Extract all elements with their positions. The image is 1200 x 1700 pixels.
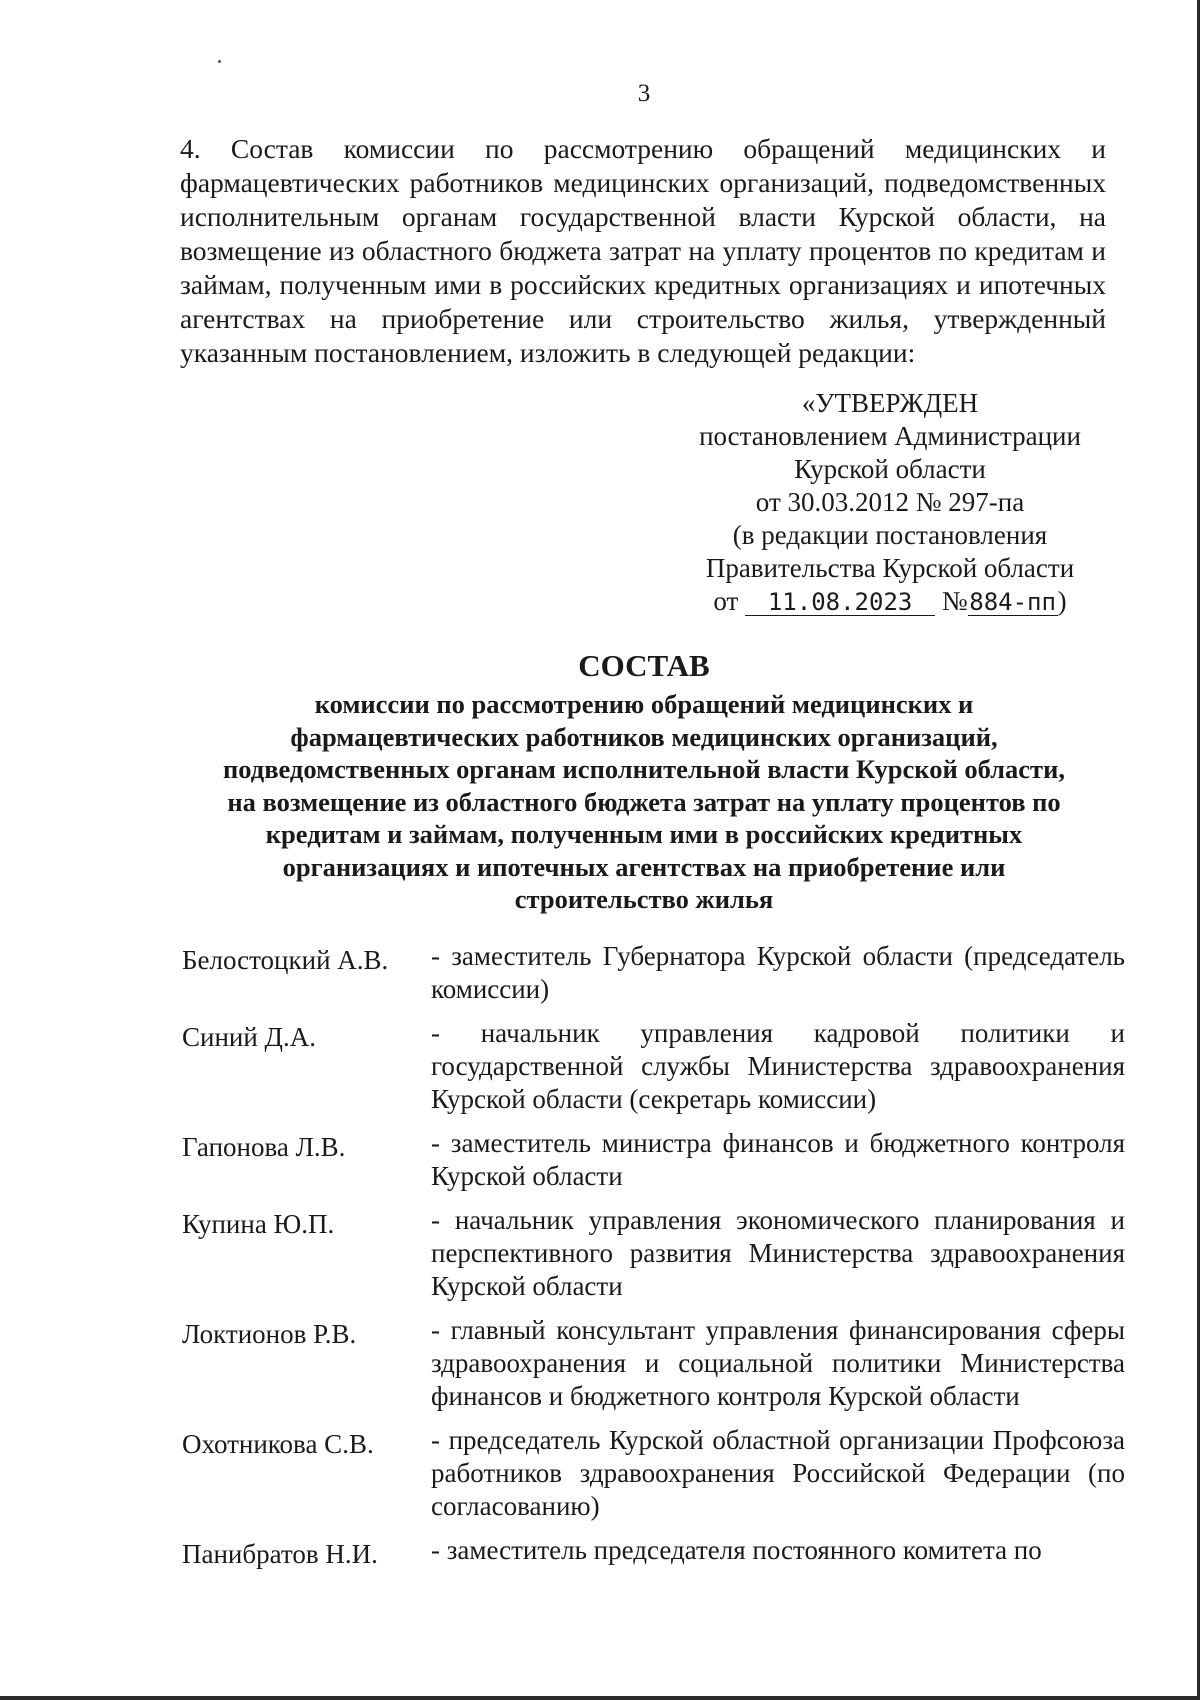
member-name: Купина Ю.П. bbox=[182, 1209, 335, 1239]
member-row bbox=[182, 1204, 1125, 1303]
number-value: 884-пп bbox=[969, 588, 1056, 616]
subtitle-line-2: фармацевтических работников медицинских организаций, bbox=[290, 721, 998, 752]
number-sign: № bbox=[941, 586, 968, 616]
amendment-paragraph bbox=[180, 132, 1106, 370]
member-row bbox=[182, 1534, 1122, 1567]
closing-paren: ) bbox=[1057, 586, 1067, 616]
member-name: Белостоцкий А.В. bbox=[182, 945, 389, 975]
subtitle-line-6: организациях и ипотечных агентствах на приобретение или bbox=[282, 851, 1006, 882]
member-role: - начальник управления экономического планирования и перспективного развития Министерства здравоохранения Курской области bbox=[431, 1205, 1125, 1301]
member-row bbox=[182, 940, 1125, 1006]
subtitle-line-1: комиссии по рассмотрению обращений медицинских и bbox=[314, 689, 974, 719]
approval-line-1: «УТВЕРЖДЕН bbox=[801, 388, 979, 418]
commission-members-list bbox=[182, 940, 1125, 1578]
subtitle-line-7: строительство жилья bbox=[514, 884, 774, 914]
member-role: - заместитель Губернатора Курской области (председатель комиссии) bbox=[431, 941, 1125, 1004]
member-name: Панибратов Н.И. bbox=[182, 1539, 378, 1569]
approval-line-3: Курской области bbox=[794, 454, 986, 484]
member-row bbox=[182, 1127, 1125, 1193]
subtitle-line-3: подведомственных органам исполнительной власти Курской области, bbox=[223, 754, 1065, 784]
approval-line-2: постановлением Администрации bbox=[699, 421, 1081, 451]
member-role: - заместитель министра финансов и бюджетного контроля Курской области bbox=[431, 1128, 1125, 1191]
paragraph-rest: фармацевтических работников медицинских организаций, подведомственных исполнительным органам государственной власти Курской области, на возмещение из областного бюджета затрат на уплату процентов по кредитам и займам, полученным ими в российских кредитных организациях и ипотечных агентствах на приобретение или строительство жилья, утвержденный указанным постановлением, изложить в следующей редакции: bbox=[180, 167, 1106, 368]
scan-speck bbox=[218, 60, 221, 63]
date-value: 11.08.2023 bbox=[745, 589, 935, 616]
document-title: СОСТАВ bbox=[578, 648, 710, 683]
member-name: Локтионов Р.В. bbox=[182, 1319, 357, 1349]
document-subtitle bbox=[180, 688, 1108, 916]
approval-line-5: (в редакции постановления bbox=[732, 520, 1048, 550]
member-row bbox=[182, 1314, 1125, 1413]
member-role: - начальник управления кадровой политики и государственной службы Министерства здравоохранения Курской области (секретарь комиссии) bbox=[431, 1018, 1125, 1114]
page-number: 3 bbox=[637, 80, 651, 107]
member-row bbox=[182, 1017, 1125, 1116]
member-role: - главный консультант управления финансирования сферы здравоохранения и социальной политики Министерства финансов и бюджетного контроля Курской области bbox=[431, 1315, 1125, 1411]
approval-line-6: Правительства Курской области bbox=[705, 553, 1075, 583]
subtitle-line-5: кредитам и займам, полученным ими в российских кредитных bbox=[265, 819, 1023, 849]
member-name: Охотникова С.В. bbox=[182, 1429, 374, 1459]
approval-line-4: от 30.03.2012 № 297-па bbox=[755, 487, 1025, 517]
paragraph-first-line: 4. Состав комиссии по рассмотрению обращений медицинских и bbox=[180, 133, 1106, 164]
scan-edge-bottom bbox=[0, 1696, 1200, 1700]
member-row bbox=[182, 1424, 1125, 1523]
approval-stamp-block bbox=[670, 387, 1110, 618]
member-name: Гапонова Л.В. bbox=[182, 1132, 346, 1162]
member-role: - председатель Курской областной организации Профсоюза работников здравоохранения Российской Федерации (по согласованию) bbox=[431, 1425, 1125, 1521]
date-prefix: от bbox=[713, 586, 739, 616]
subtitle-line-4: на возмещение из областного бюджета затрат на уплату процентов по bbox=[227, 786, 1061, 817]
member-role: - заместитель председателя постоянного комитета по bbox=[431, 1535, 1042, 1565]
approval-date-line bbox=[670, 585, 1110, 618]
member-name: Синий Д.А. bbox=[182, 1022, 316, 1052]
